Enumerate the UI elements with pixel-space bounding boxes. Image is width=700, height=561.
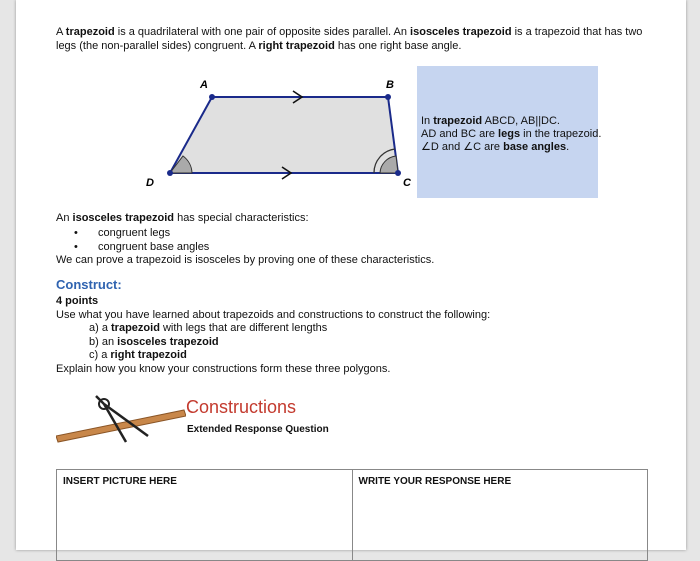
construct-item-a xyxy=(89,321,327,335)
intro-text: has one right base angle. xyxy=(334,40,462,52)
explain-sentence: Explain how you know your constructions form these three polygons. xyxy=(56,363,391,375)
vertex-a xyxy=(209,94,215,100)
label-c: C xyxy=(403,177,411,189)
banner-title: Constructions xyxy=(186,397,297,417)
callout-line-2 xyxy=(421,128,601,141)
callout-text-part: ABCD, AB||DC. xyxy=(482,115,560,127)
callout-text-part: In xyxy=(421,115,434,127)
points-label: 4 points xyxy=(56,295,99,307)
ruler xyxy=(56,410,186,442)
construct-item-b xyxy=(89,335,219,349)
term-isosceles-trapezoid: isosceles trapezoid xyxy=(117,336,219,348)
text-part: c) a xyxy=(89,349,111,361)
text-part: has special characteristics: xyxy=(174,212,309,224)
text-part: a) a xyxy=(89,322,112,334)
callout-text xyxy=(421,115,601,154)
vertex-c xyxy=(395,170,401,176)
compass-ruler-illustration xyxy=(56,392,186,452)
callout-term: base angles xyxy=(503,141,567,153)
write-response-label: WRITE YOUR RESPONSE HERE xyxy=(358,476,512,487)
label-d: D xyxy=(146,177,154,189)
bullet-icon: • xyxy=(74,241,78,253)
term-right-trapezoid: right trapezoid xyxy=(110,349,187,361)
intro-text: is a quadrilateral with one pair of opposite sides parallel. An xyxy=(114,26,411,38)
insert-picture-label: INSERT PICTURE HERE xyxy=(63,476,177,487)
callout-line-1 xyxy=(421,115,601,128)
vertex-b xyxy=(385,94,391,100)
term-trapezoid: trapezoid xyxy=(65,26,115,38)
callout-line-3 xyxy=(421,141,601,154)
text-part: with legs that are different lengths xyxy=(159,322,328,334)
intro-text: is a trapezoid that has two legs (the non-parallel sides) congruent. A xyxy=(56,26,643,52)
text-part: b) an xyxy=(89,336,118,348)
construct-instruction: Use what you have learned about trapezoids and constructions to construct the following: xyxy=(56,309,491,321)
term-isosceles-trapezoid: isosceles trapezoid xyxy=(410,26,512,38)
callout-term: legs xyxy=(498,128,521,140)
intro-text: A xyxy=(56,26,66,38)
trapezoid-shape xyxy=(170,97,398,173)
prove-sentence: We can prove a trapezoid is isosceles by proving one of these characteristics. xyxy=(56,254,435,266)
list-item xyxy=(74,226,209,240)
trapezoid-diagram xyxy=(116,70,416,200)
response-table xyxy=(56,469,648,561)
list-item xyxy=(74,240,209,254)
term-trapezoid: trapezoid xyxy=(111,322,160,334)
definitions-callout xyxy=(417,66,602,198)
label-a: A xyxy=(200,79,208,91)
callout-text-part: in the trapezoid. xyxy=(520,128,602,140)
characteristics-list xyxy=(74,226,209,254)
callout-text-part: . xyxy=(566,141,570,153)
callout-text-part: ∠D and ∠C are xyxy=(421,141,504,153)
callout-text-part: AD and BC are xyxy=(421,128,499,140)
vertex-d xyxy=(167,170,173,176)
list-item-text: congruent legs xyxy=(98,227,171,239)
write-response-cell[interactable] xyxy=(353,470,648,560)
banner-subtitle: Extended Response Question xyxy=(187,424,329,435)
worksheet-page xyxy=(16,0,686,550)
label-b: B xyxy=(386,79,394,91)
intro-paragraph xyxy=(56,25,646,53)
callout-term: trapezoid xyxy=(433,115,483,127)
list-item-text: congruent base angles xyxy=(98,241,210,253)
term-right-trapezoid: right trapezoid xyxy=(258,40,335,52)
characteristics-intro xyxy=(56,211,309,225)
insert-picture-cell[interactable] xyxy=(57,470,353,560)
construct-heading: Construct: xyxy=(56,277,122,292)
text-part: An xyxy=(56,212,73,224)
term-isosceles-trapezoid: isosceles trapezoid xyxy=(72,212,175,224)
bullet-icon: • xyxy=(74,227,78,239)
construct-item-c xyxy=(89,348,187,362)
